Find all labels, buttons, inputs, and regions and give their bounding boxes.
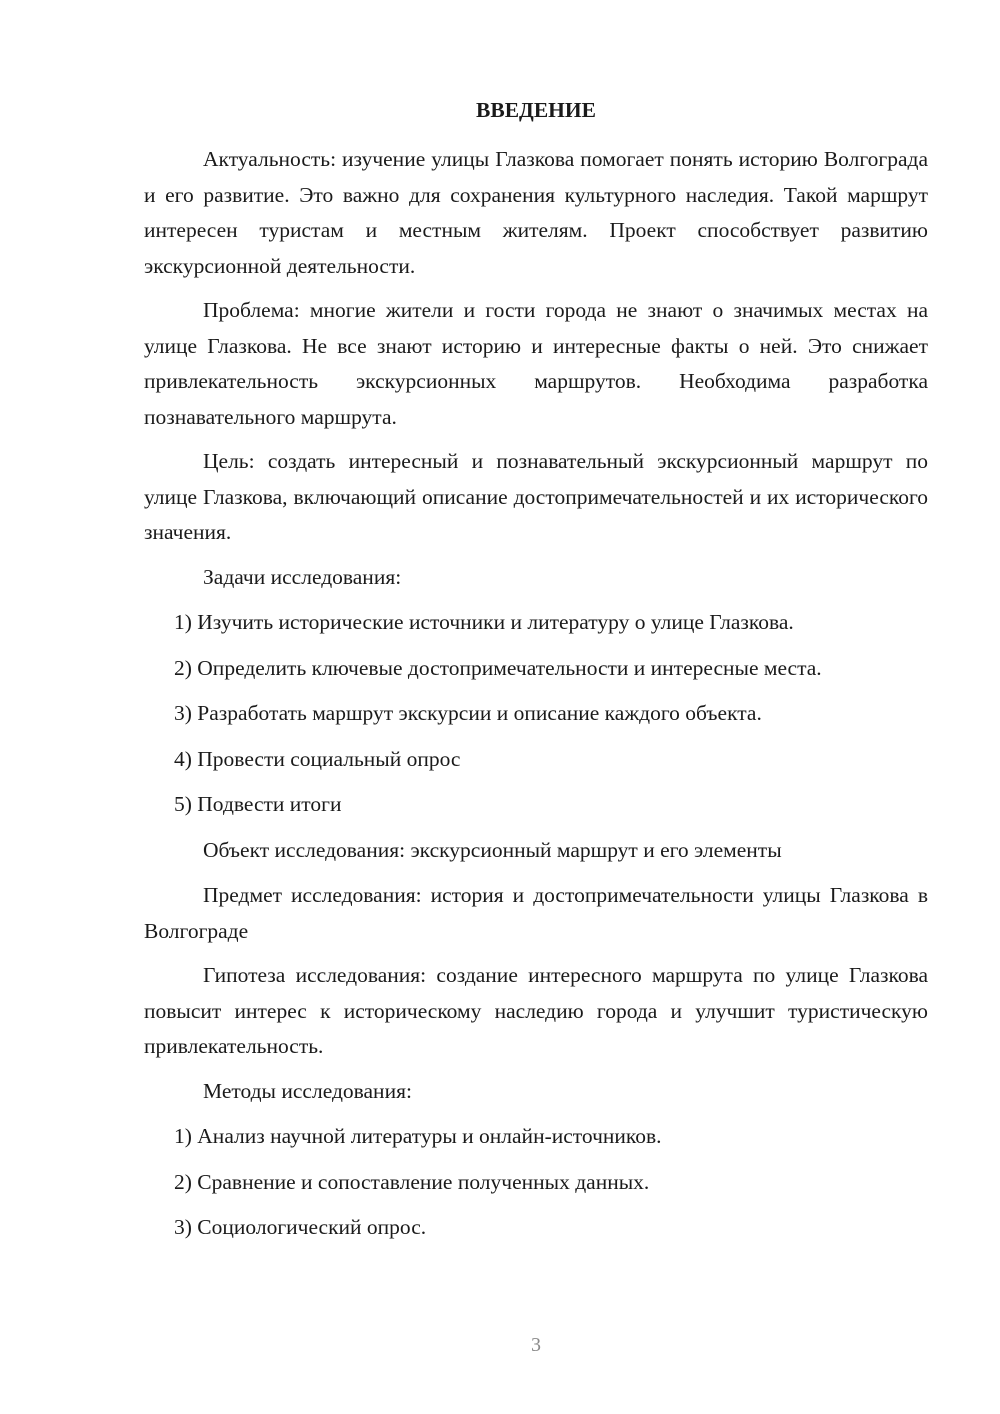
method-item-1: 1) Анализ научной литературы и онлайн-источников. xyxy=(174,1124,662,1148)
object-paragraph: Объект исследования: экскурсионный маршрут и его элементы xyxy=(203,837,782,862)
relevance-paragraph: Актуальность: изучение улицы Глазкова помогает понять историю Волгограда и его развитие. Это важно для сохранения культурного наследия. Такой маршрут интересен туристам и местным жителям. Проект способствует развитию экскурсионной деятельности. xyxy=(144,147,928,278)
page-number: 3 xyxy=(531,1334,541,1356)
page-title: ВВЕДЕНИЕ xyxy=(476,98,596,122)
methods-heading: Методы исследования: xyxy=(203,1078,412,1103)
problem-paragraph: Проблема: многие жители и гости города не знают о значимых местах на улице Глазкова. Не все знают историю и интересные факты о ней. Это снижает привлекательность экскурсионных маршрутов. Необходима разработка познавательного маршрута. xyxy=(144,298,928,429)
hypothesis-paragraph: Гипотеза исследования: создание интересного маршрута по улице Глазкова повысит интерес к историческому наследию города и улучшит туристическую привлекательность. xyxy=(144,963,928,1058)
task-item-4: 4) Провести социальный опрос xyxy=(174,746,461,771)
task-item-3: 3) Разработать маршрут экскурсии и описание каждого объекта. xyxy=(174,701,762,725)
task-item-1: 1) Изучить исторические источники и литературу о улице Глазкова. xyxy=(174,610,794,634)
goal-paragraph: Цель: создать интересный и познавательный экскурсионный маршрут по улице Глазкова, включающий описание достопримечательностей и их исторического значения. xyxy=(144,449,928,544)
tasks-heading: Задачи исследования: xyxy=(203,564,402,589)
task-item-5: 5) Подвести итоги xyxy=(174,792,342,816)
method-item-3: 3) Социологический опрос. xyxy=(174,1215,427,1239)
method-item-2: 2) Сравнение и сопоставление полученных данных. xyxy=(174,1169,650,1194)
task-item-2: 2) Определить ключевые достопримечательности и интересные места. xyxy=(174,655,822,680)
subject-paragraph: Предмет исследования: история и достопримечательности улицы Глазкова в Волгограде xyxy=(144,883,928,943)
page-content xyxy=(144,142,928,1256)
